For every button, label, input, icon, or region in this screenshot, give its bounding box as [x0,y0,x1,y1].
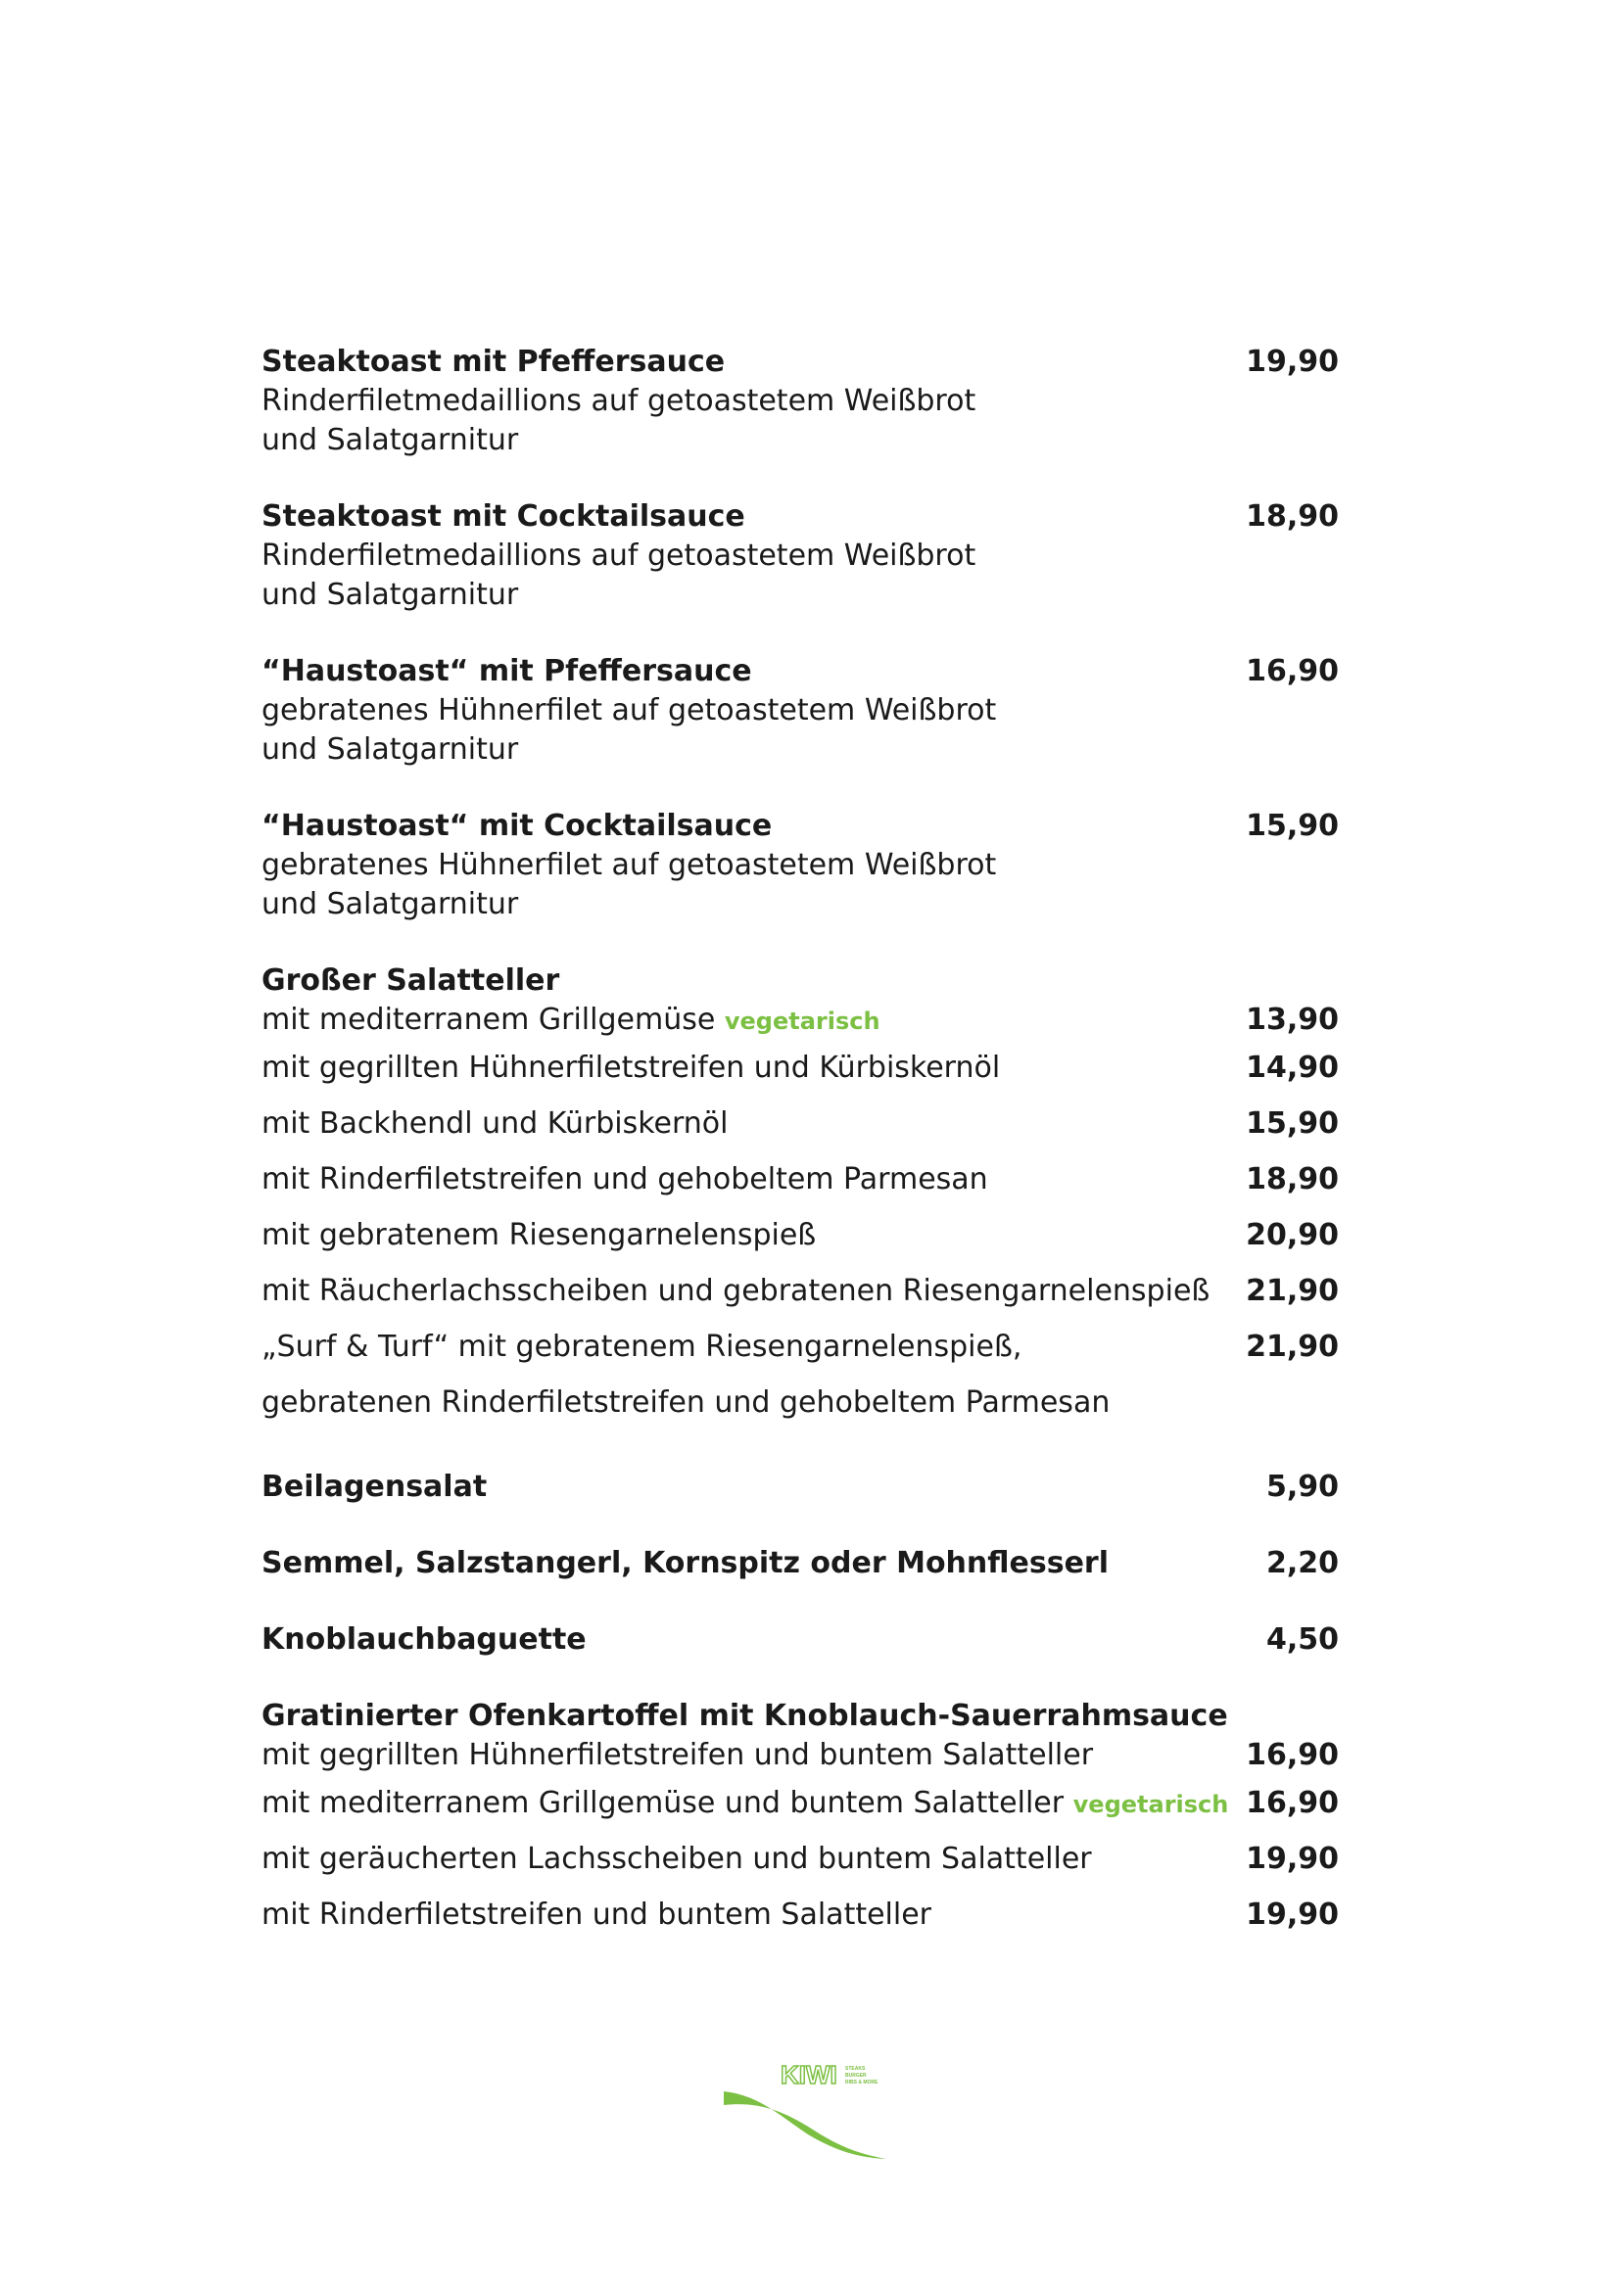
logo-tagline: BURGER [845,2073,867,2079]
option-price: 20,90 [1246,1218,1339,1252]
potato-section [261,1697,1339,1943]
item-title: Beilagensalat [261,1470,488,1504]
option-price: 21,90 [1246,1274,1339,1308]
vegetarian-tag: vegetarisch [1072,1791,1229,1818]
item-description: und Salatgarnitur [261,423,519,457]
item-description: gebratenes Hühnerfilet auf getoastetem Weißbrot [261,848,997,882]
side-item [261,1620,1339,1660]
kiwi-logo [720,2056,896,2164]
option-text: mit Rinderfiletstreifen und gehobeltem Parmesan [261,1162,988,1196]
item-title: Steaktoast mit Pfeffersauce [261,345,726,379]
logo-tagline: RIBS & MORE [845,2080,878,2085]
logo-wordmark: KIWI [781,2060,837,2089]
option-text: mit gegrillten Hühnerfiletstreifen und buntem Salatteller [261,1738,1094,1772]
menu-item [261,652,1339,770]
option-text: mit mediterranem Grillgemüse [261,1003,716,1037]
option-text: mit Backhendl und Kürbiskernöl [261,1106,729,1141]
item-title: Semmel, Salzstangerl, Kornspitz oder Mohnflesserl [261,1546,1109,1580]
option-price: 19,90 [1246,1842,1339,1876]
option-text: mit geräucherten Lachsscheiben und buntem Salatteller [261,1842,1092,1876]
item-title: “Haustoast“ mit Pfeffersauce [261,654,752,688]
item-description: Rinderfiletmedaillions auf getoastetem Weißbrot [261,539,976,573]
option-price: 16,90 [1246,1738,1339,1772]
section-title: Großer Salatteller [261,963,560,998]
section-title: Gratinierter Ofenkartoffel mit Knoblauch-Sauerrahmsauce [261,1699,1228,1733]
item-description: und Salatgarnitur [261,887,519,921]
menu [261,343,1339,1943]
item-description: gebratenes Hühnerfilet auf getoastetem Weißbrot [261,693,997,727]
item-title: Knoblauchbaguette [261,1622,587,1657]
item-price: 16,90 [1246,654,1339,688]
option-price: 13,90 [1246,1003,1339,1037]
item-description: und Salatgarnitur [261,732,519,767]
option-price: 16,90 [1246,1786,1339,1820]
option-text: gebratenen Rinderfiletstreifen und gehobeltem Parmesan [261,1385,1111,1420]
option-price: 15,90 [1246,1106,1339,1141]
option-text: mit Rinderfiletstreifen und buntem Salatteller [261,1898,932,1932]
item-title: Steaktoast mit Cocktailsauce [261,499,745,534]
side-item [261,1544,1339,1583]
menu-item [261,497,1339,615]
option-price: 21,90 [1246,1330,1339,1364]
item-price: 18,90 [1246,499,1339,534]
option-text: mit Räucherlachsscheiben und gebratenen Riesengarnelenspieß [261,1274,1210,1308]
menu-item [261,343,1339,460]
item-title: “Haustoast“ mit Cocktailsauce [261,809,773,843]
logo-tagline: STEAKS [845,2066,866,2072]
option-text: mit gegrillten Hühnerfiletstreifen und Kürbiskernöl [261,1051,1001,1085]
option-text: mit gebratenem Riesengarnelenspieß [261,1218,817,1252]
menu-item [261,807,1339,924]
salad-section [261,961,1339,1430]
item-description: und Salatgarnitur [261,578,519,612]
item-price: 19,90 [1246,345,1339,379]
option-price: 14,90 [1246,1051,1339,1085]
vegetarian-tag: vegetarisch [724,1007,880,1035]
option-price: 19,90 [1246,1898,1339,1932]
logo-swoosh [724,2091,886,2159]
item-description: Rinderfiletmedaillions auf getoastetem Weißbrot [261,384,976,418]
option-text: „Surf & Turf“ mit gebratenem Riesengarnelenspieß, [261,1330,1022,1364]
side-item [261,1468,1339,1507]
option-price: 18,90 [1246,1162,1339,1196]
item-price: 15,90 [1246,809,1339,843]
option-text: mit mediterranem Grillgemüse und buntem Salatteller [261,1786,1065,1820]
item-price: 2,20 [1265,1546,1339,1580]
item-price: 4,50 [1265,1622,1339,1657]
item-price: 5,90 [1265,1470,1339,1504]
